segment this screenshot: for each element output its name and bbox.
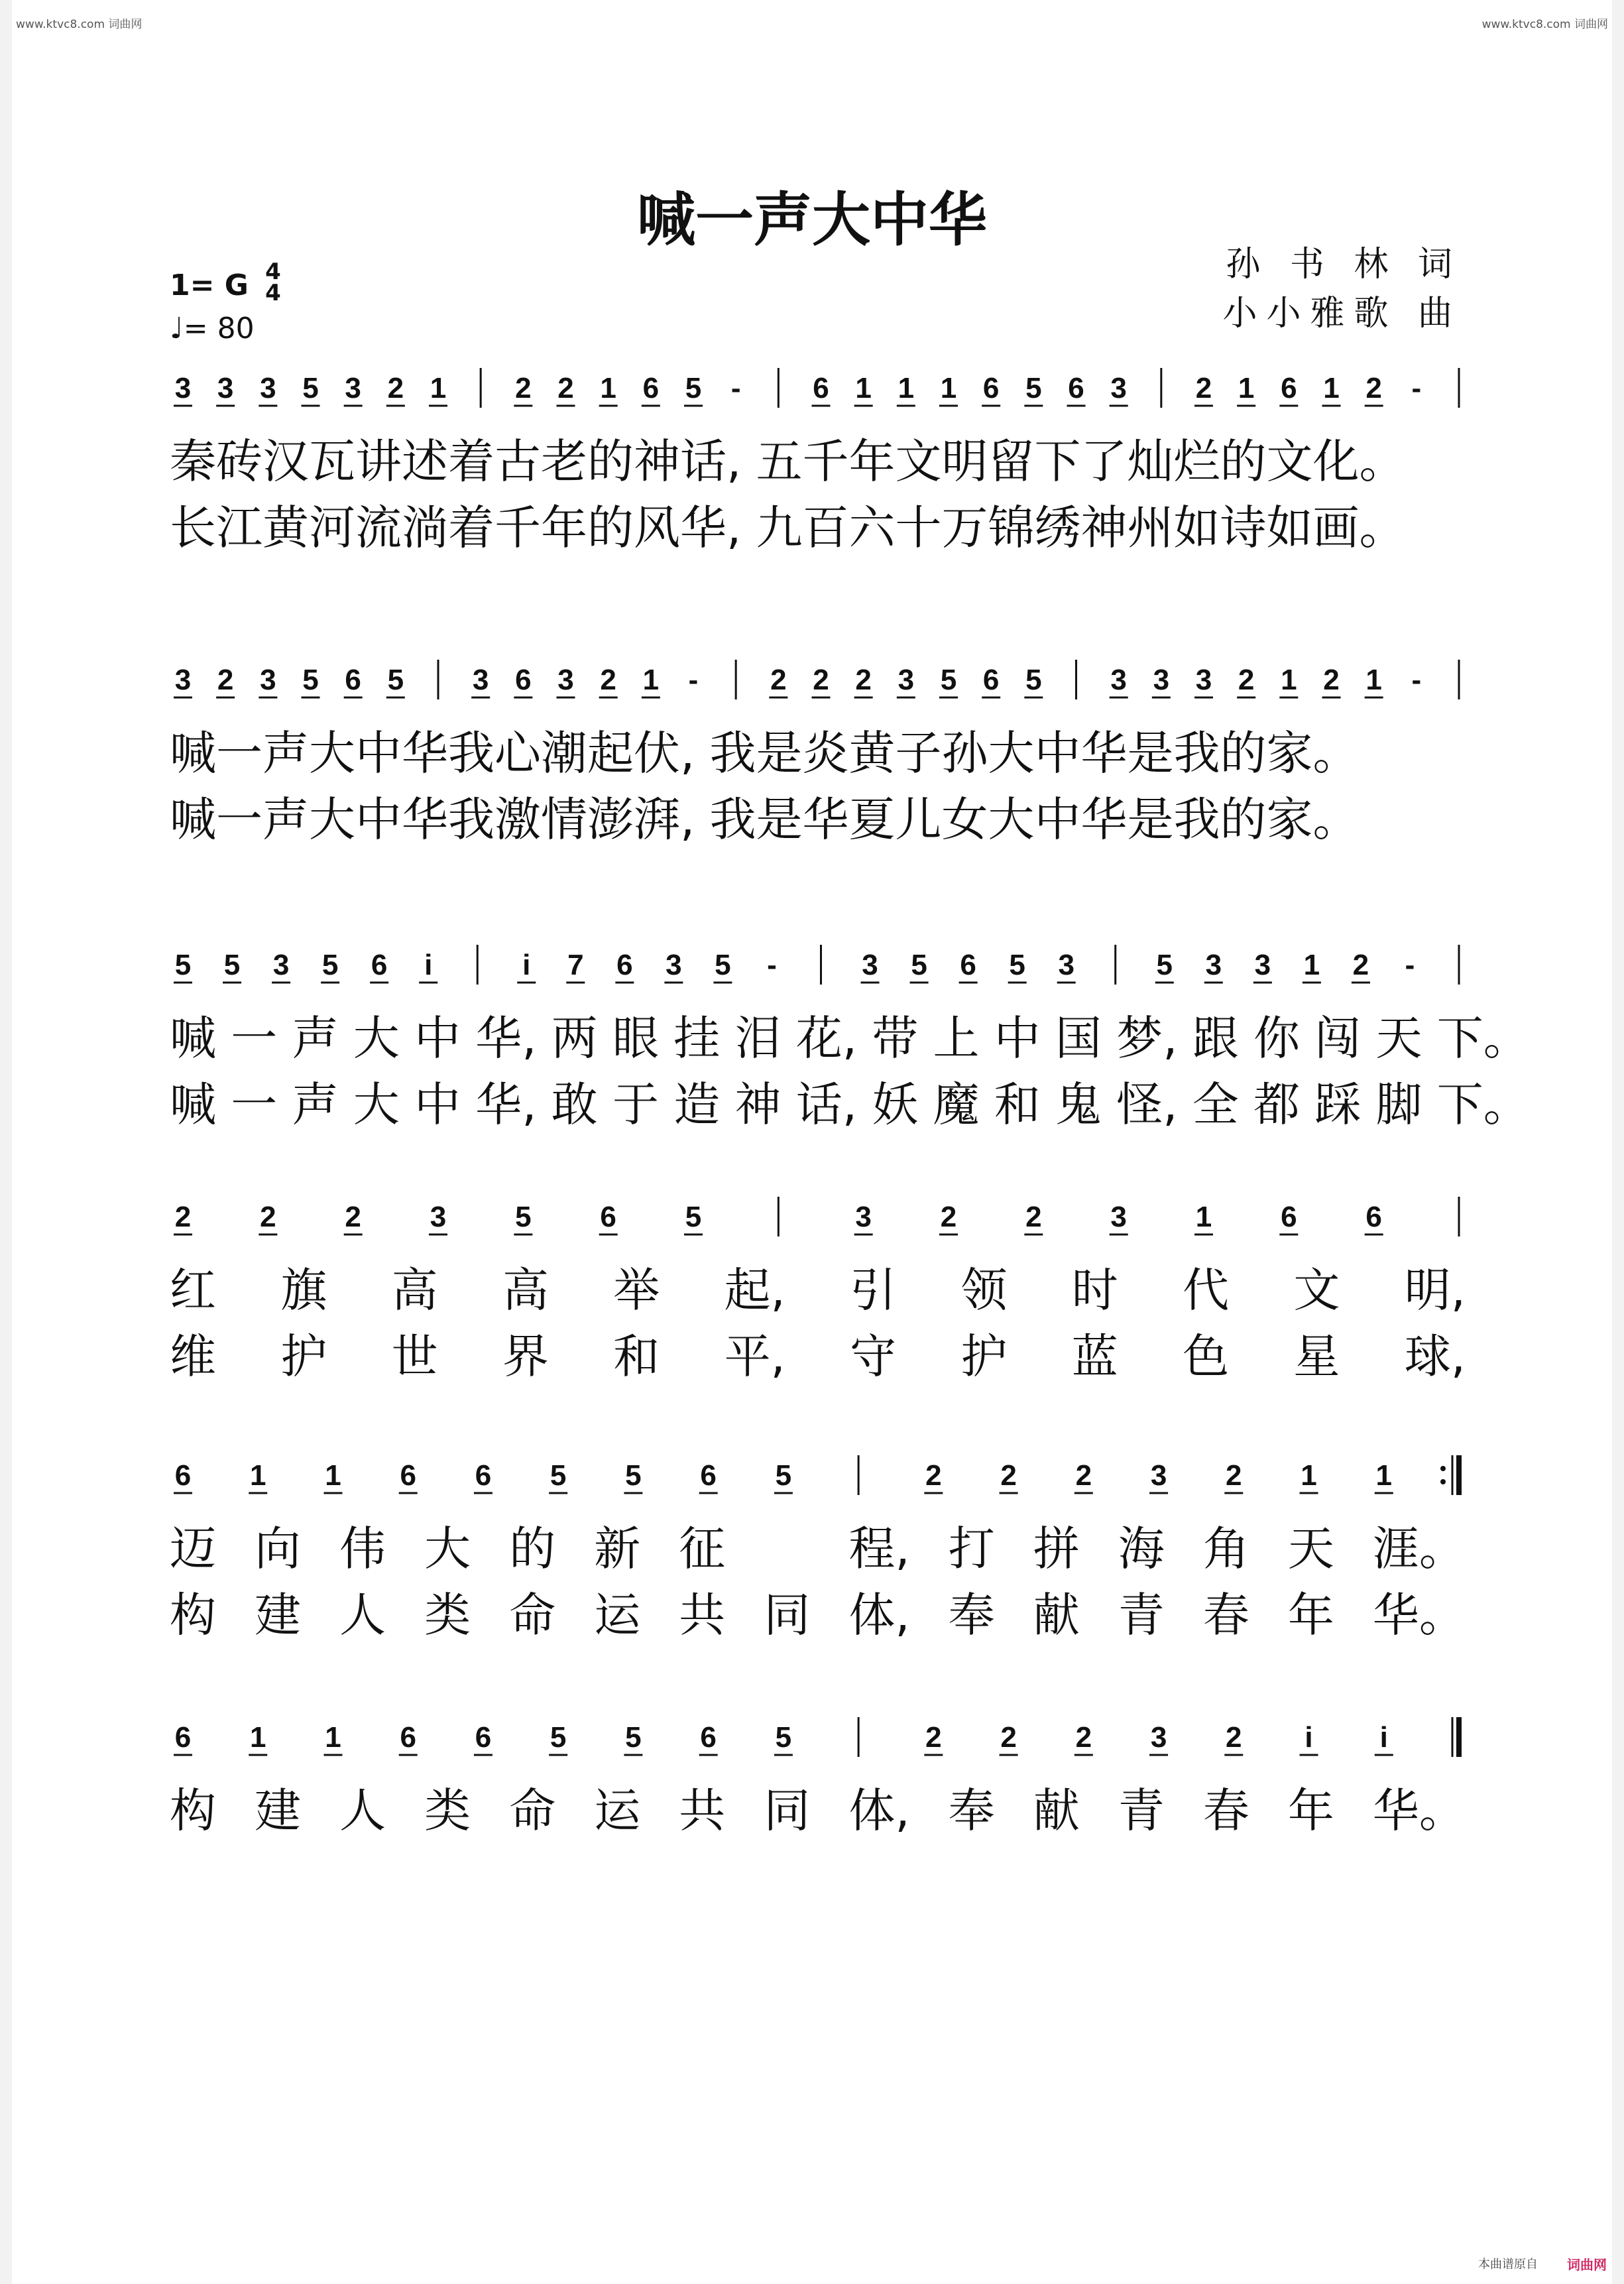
note: 2: [1075, 1721, 1092, 1754]
note: 5: [223, 949, 241, 981]
note: 3: [217, 372, 234, 404]
source-note: 本曲谱原自: [1478, 2257, 1538, 2271]
note: 3: [1205, 949, 1222, 981]
lyric-char: 同: [764, 1783, 811, 1838]
lyric-char: 大: [424, 1522, 471, 1576]
right-margin-strip: [1612, 0, 1624, 2284]
note: 2: [925, 1459, 942, 1492]
note: 6: [1068, 372, 1084, 404]
notation-line-6: [170, 1707, 1466, 1780]
lyric-char: 命: [509, 1783, 556, 1838]
note: 3: [1058, 949, 1074, 981]
lyric-char: 年: [1287, 1588, 1334, 1642]
note: 1: [855, 372, 872, 404]
dash-extension: -: [688, 664, 699, 696]
composer-credit: 小小雅歌 曲: [1222, 294, 1462, 333]
note: 1: [430, 372, 447, 404]
note: 3: [345, 372, 361, 404]
lyric-char: 时: [1071, 1263, 1118, 1317]
note: 1: [1281, 664, 1297, 696]
lyricist-credit: 孙 书 林 词: [1226, 245, 1462, 284]
notation-line-2: [170, 650, 1466, 723]
note: 3: [1150, 1459, 1167, 1492]
note: 1: [898, 372, 915, 404]
note: 1: [1301, 1459, 1317, 1492]
note: 6: [1281, 372, 1297, 404]
note: 2: [925, 1721, 942, 1754]
note: 5: [685, 1201, 702, 1233]
tempo-marking: [170, 312, 255, 345]
note: 6: [515, 664, 532, 696]
notation-line-1: [170, 358, 1466, 431]
lyric-char: 程,: [848, 1522, 910, 1576]
lyric-line-4-verse-1: [170, 1253, 1466, 1320]
lyric-char: 构: [170, 1783, 216, 1838]
lyric-char: 青: [1118, 1783, 1165, 1838]
note: 2: [1195, 372, 1212, 404]
lyric-char: 构: [170, 1588, 216, 1642]
lyric-char: 建: [255, 1783, 302, 1838]
lyric-char: 类: [424, 1783, 471, 1838]
note: 5: [321, 949, 339, 981]
note: 6: [371, 949, 388, 981]
note: 5: [911, 949, 927, 981]
lyric-char: 蓝: [1071, 1329, 1118, 1384]
lyric-char: 春: [1202, 1783, 1249, 1838]
lyric-char: 新: [594, 1522, 641, 1576]
note: 5: [174, 949, 192, 981]
lyric-char: 护: [280, 1329, 327, 1384]
note: i: [522, 949, 531, 981]
note: 2: [770, 664, 787, 696]
note: 2: [387, 372, 404, 404]
note: 6: [400, 1459, 416, 1492]
note: 6: [982, 372, 1000, 404]
note: 6: [642, 372, 660, 404]
lyric-char: 春: [1202, 1588, 1249, 1642]
lyric-char: 旗: [280, 1263, 327, 1317]
note: 2: [1323, 664, 1340, 696]
note: 2: [600, 664, 616, 696]
lyric-char: 体,: [848, 1588, 910, 1642]
lyric-char: 拼: [1033, 1522, 1080, 1576]
note: 3: [666, 949, 682, 981]
note: 6: [174, 1721, 192, 1754]
note: 5: [1025, 664, 1042, 696]
note: 3: [1110, 664, 1127, 696]
lyric-char: 共: [679, 1588, 726, 1642]
note: 6: [616, 949, 633, 981]
note: 2: [1000, 1459, 1017, 1492]
note: 2: [1226, 1721, 1242, 1754]
note: 2: [515, 372, 532, 404]
lyric-char: 涯。: [1372, 1522, 1466, 1576]
lyric-char: 向: [255, 1522, 302, 1576]
note: i: [424, 949, 433, 981]
note: 2: [345, 1201, 361, 1233]
lyric-line-5-verse-2: [170, 1578, 1466, 1645]
lyric-char: 守: [850, 1329, 897, 1384]
lyric-line-1-verse-1: 秦砖汉瓦讲述着古老的神话, 五千年文明留下了灿烂的文化。: [170, 434, 1406, 489]
lyric-char: 建: [255, 1588, 302, 1642]
note: 6: [345, 664, 361, 696]
lyric-char: 世: [391, 1329, 438, 1384]
lyric-char: 运: [594, 1588, 641, 1642]
note: 2: [174, 1201, 192, 1233]
notation-line-6-svg: [170, 1707, 1466, 1780]
lyric-char: 高: [391, 1263, 438, 1317]
note: 3: [1150, 1721, 1167, 1754]
note: 5: [302, 664, 319, 696]
lyric-line-3-verse-2: 喊 一 声 大 中 华, 敢 于 造 神 话, 妖 魔 和 鬼 怪, 全 都 踩 脚 下。: [170, 1077, 1530, 1132]
lyric-char: 红: [170, 1263, 216, 1317]
note: 3: [1153, 664, 1170, 696]
lyric-char: 征: [679, 1522, 726, 1576]
lyric-char: 体,: [848, 1783, 910, 1838]
note: 5: [1025, 372, 1042, 404]
note: 2: [1238, 664, 1255, 696]
note: 5: [515, 1201, 532, 1233]
note: 5: [940, 664, 957, 696]
note: 2: [1365, 372, 1382, 404]
note: 3: [260, 372, 276, 404]
lyric-line-2-verse-2: 喊一声大中华我激情澎湃, 我是华夏儿女大中华是我的家。: [170, 792, 1360, 847]
note: 6: [1365, 1201, 1382, 1233]
note: 1: [1323, 372, 1340, 404]
note: 5: [685, 372, 702, 404]
note: 6: [475, 1721, 492, 1754]
lyric-char: 海: [1118, 1522, 1165, 1576]
lyric-line-6-verse-1: [170, 1773, 1466, 1840]
note: 5: [550, 1459, 567, 1492]
note: 1: [940, 372, 957, 404]
note: 1: [1195, 1201, 1212, 1233]
lyric-char: 起,: [724, 1263, 785, 1317]
lyric-char: 明,: [1404, 1263, 1466, 1317]
site-logo[interactable]: 词曲网: [1567, 2257, 1607, 2273]
lyric-char: 命: [509, 1588, 556, 1642]
note: 6: [1281, 1201, 1297, 1233]
notation-line-4-svg: [170, 1187, 1466, 1260]
lyric-char: 华。: [1372, 1783, 1466, 1838]
note: 2: [1000, 1721, 1017, 1754]
lyric-char: 护: [960, 1329, 1008, 1384]
note: 2: [1025, 1201, 1042, 1233]
lyric-line-3-verse-1: 喊 一 声 大 中 华, 两 眼 挂 泪 花, 带 上 中 国 梦, 跟 你 闯 天 下。: [170, 1011, 1530, 1065]
notation-line-5-svg: [170, 1445, 1466, 1518]
note: 5: [775, 1459, 792, 1492]
note: 6: [813, 372, 829, 404]
note: 6: [960, 949, 976, 981]
note: 5: [1156, 949, 1173, 981]
note: 3: [862, 949, 878, 981]
song-title: 喊一声大中华: [636, 186, 987, 254]
note: 1: [1303, 949, 1320, 981]
lyric-char: 的: [509, 1522, 556, 1576]
note: 6: [174, 1459, 192, 1492]
note: 3: [898, 664, 915, 696]
lyric-char: 和: [613, 1329, 660, 1384]
time-signature-top: 4: [265, 259, 281, 285]
note: 3: [472, 664, 489, 696]
lyric-char: 平,: [724, 1329, 785, 1384]
site-watermark-right[interactable]: www.ktvc8.com 词曲网: [1481, 18, 1608, 31]
dash-extension: -: [1411, 372, 1422, 404]
note: 6: [400, 1721, 416, 1754]
key-signature: 1= G: [170, 269, 249, 302]
note: 6: [700, 1721, 717, 1754]
lyric-char: 青: [1118, 1588, 1165, 1642]
note: 1: [600, 372, 616, 404]
note: 5: [1009, 949, 1025, 981]
lyric-char: 举: [613, 1263, 660, 1317]
note: 2: [813, 664, 829, 696]
note: 3: [1110, 1201, 1127, 1233]
note: 3: [260, 664, 276, 696]
note: i: [1305, 1721, 1313, 1754]
note: i: [1379, 1721, 1388, 1754]
quarter-note-icon: ♩: [170, 312, 184, 345]
left-margin-strip: [0, 0, 12, 2284]
note: 3: [855, 1201, 872, 1233]
note: 7: [567, 949, 584, 981]
note: 1: [325, 1459, 341, 1492]
note: 5: [387, 664, 404, 696]
lyric-char: 献: [1033, 1783, 1080, 1838]
note: 5: [625, 1721, 642, 1754]
note: 2: [855, 664, 872, 696]
note: 6: [982, 664, 1000, 696]
repeat-dot: [1440, 1466, 1446, 1471]
note: 2: [217, 664, 234, 696]
dash-extension: -: [1411, 664, 1422, 696]
note: 3: [1110, 372, 1127, 404]
lyric-char: 天: [1287, 1522, 1334, 1576]
note: 1: [1375, 1459, 1393, 1492]
note: 5: [302, 372, 319, 404]
dash-extension: -: [767, 949, 777, 981]
lyric-char: 角: [1202, 1522, 1249, 1576]
lyric-char: 运: [594, 1783, 641, 1838]
note: 2: [940, 1201, 957, 1233]
note: 2: [1075, 1459, 1092, 1492]
lyric-char: 献: [1033, 1588, 1080, 1642]
lyric-char: 维: [170, 1329, 216, 1384]
lyric-char: 文: [1293, 1263, 1340, 1317]
time-signature: [260, 261, 286, 304]
notation-line-4: [170, 1187, 1466, 1260]
notation-line-3: [170, 935, 1466, 1008]
tempo-value: = 80: [183, 312, 255, 345]
lyric-char: 伟: [339, 1522, 386, 1576]
note: 5: [625, 1459, 642, 1492]
note: 3: [1195, 664, 1212, 696]
lyric-char: 奉: [948, 1588, 995, 1642]
lyric-char: 人: [339, 1588, 386, 1642]
note: 1: [249, 1721, 266, 1754]
credits: [1183, 240, 1462, 338]
notation-line-1-svg: [170, 358, 1466, 431]
notation-line-2-svg: [170, 650, 1466, 723]
lyric-char: 高: [502, 1263, 549, 1317]
lyric-line-5-verse-1: [170, 1512, 1466, 1579]
note: 5: [775, 1721, 792, 1754]
note: 3: [174, 664, 192, 696]
notation-line-3-svg: [170, 935, 1466, 1008]
note: 2: [1352, 949, 1369, 981]
note: 3: [557, 664, 574, 696]
lyric-char: 年: [1287, 1783, 1334, 1838]
note: 5: [550, 1721, 567, 1754]
dash-extension: -: [730, 372, 741, 404]
note: 3: [272, 949, 290, 981]
lyric-char: 奉: [948, 1783, 995, 1838]
lyric-line-1-verse-2: 长江黄河流淌着千年的风华, 九百六十万锦绣神州如诗如画。: [170, 501, 1406, 555]
note: 2: [557, 372, 574, 404]
note: 1: [642, 664, 660, 696]
lyric-char: 星: [1293, 1329, 1340, 1384]
time-signature-bottom: 4: [265, 280, 281, 306]
note: 1: [1238, 372, 1255, 404]
lyric-char: 色: [1183, 1329, 1230, 1384]
note: 3: [1254, 949, 1271, 981]
site-watermark-left[interactable]: www.ktvc8.com 词曲网: [16, 18, 143, 31]
note: 3: [174, 372, 192, 404]
lyric-char: 界: [502, 1329, 549, 1384]
lyric-char: 代: [1183, 1263, 1230, 1317]
lyric-char: 同: [764, 1588, 811, 1642]
note: 3: [430, 1201, 447, 1233]
lyric-char: 人: [339, 1783, 386, 1838]
dash-extension: -: [1405, 949, 1415, 981]
note: 1: [325, 1721, 341, 1754]
note: 1: [1365, 664, 1382, 696]
lyric-char: 球,: [1404, 1329, 1466, 1384]
lyric-char: 领: [960, 1263, 1008, 1317]
lyric-char: 打: [948, 1522, 995, 1576]
lyric-line-2-verse-1: 喊一声大中华我心潮起伏, 我是炎黄子孙大中华是我的家。: [170, 726, 1360, 780]
note: 6: [475, 1459, 492, 1492]
lyric-char: [764, 1512, 810, 1579]
note: 6: [600, 1201, 616, 1233]
lyric-char: 华。: [1372, 1588, 1466, 1642]
note: 2: [260, 1201, 276, 1233]
lyric-char: 类: [424, 1588, 471, 1642]
lyric-line-4-verse-2: [170, 1319, 1466, 1386]
notation-line-5: [170, 1445, 1466, 1518]
repeat-dot: [1440, 1479, 1446, 1484]
note: 6: [700, 1459, 717, 1492]
note: 5: [715, 949, 731, 981]
note: 2: [1226, 1459, 1242, 1492]
lyric-char: 共: [679, 1783, 726, 1838]
note: 1: [249, 1459, 266, 1492]
lyric-char: 迈: [170, 1522, 216, 1576]
lyric-char: 引: [850, 1263, 897, 1317]
